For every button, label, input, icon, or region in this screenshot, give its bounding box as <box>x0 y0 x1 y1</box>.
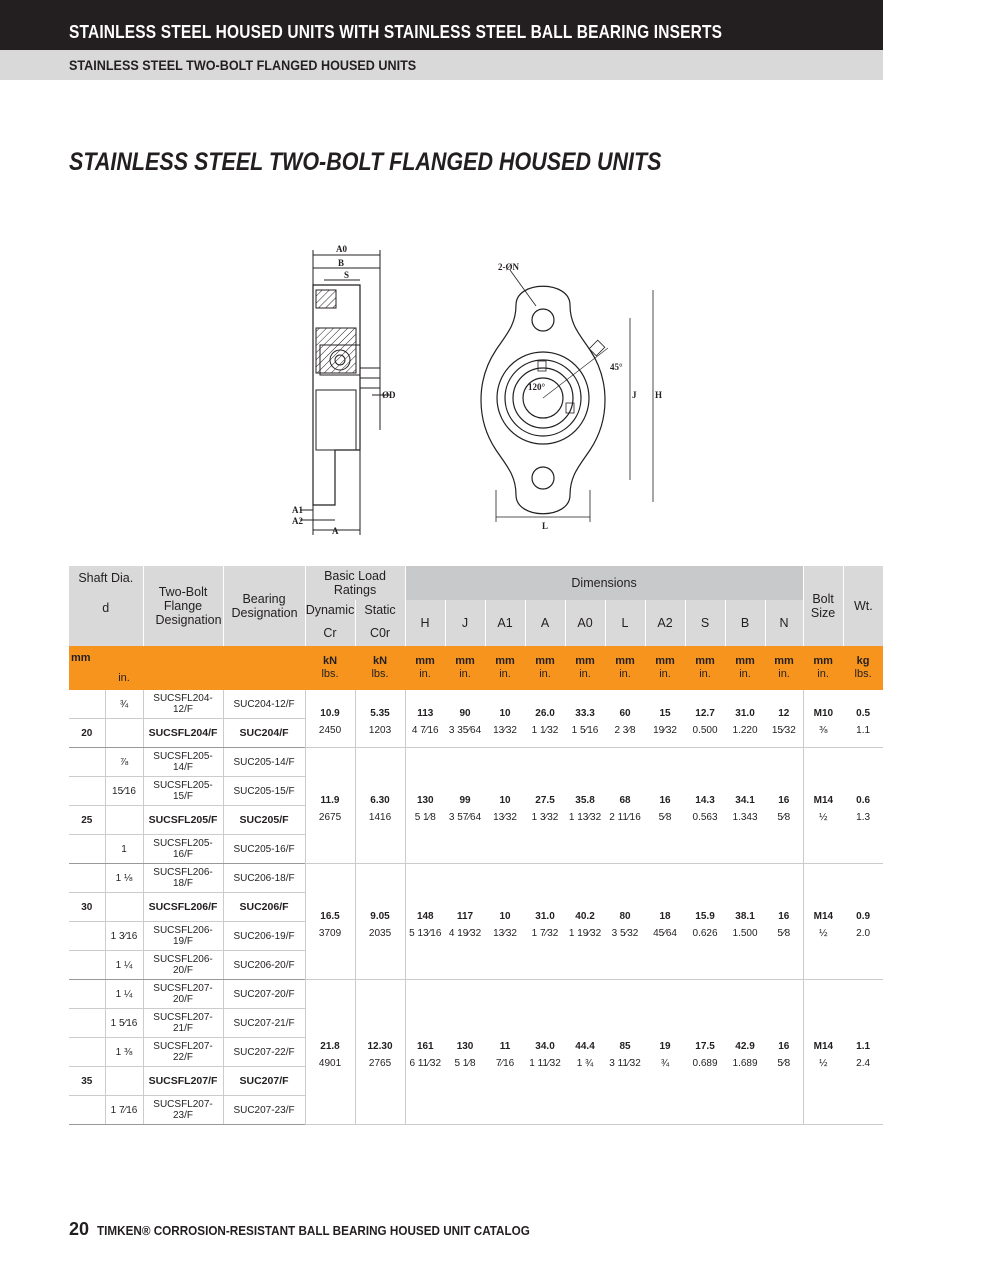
cell-weight: 0.5 1.1 <box>843 690 883 748</box>
cell-dim-s: 14.3 0.563 <box>685 748 725 864</box>
label-s: S <box>344 270 350 280</box>
cell-static: 9.05 2035 <box>355 864 405 980</box>
cell-shaft-in: 1 3⁄16 <box>105 922 143 951</box>
cell-flange: SUCSFL205-15/F <box>143 777 223 806</box>
header-bar <box>0 0 883 50</box>
cell-dim-h: 148 5 13⁄16 <box>405 864 445 980</box>
cell-dim-a: 26.0 1 1⁄32 <box>525 690 565 748</box>
col-h: H <box>405 600 445 646</box>
cell-shaft-in: 1 7⁄16 <box>105 1096 143 1125</box>
unit-mm: mm <box>69 646 105 690</box>
cell-dim-s: 15.9 0.626 <box>685 864 725 980</box>
cell-flange: SUCSFL207/F <box>143 1067 223 1096</box>
col-cr: Cr <box>305 620 355 646</box>
cell-dim-a: 27.5 1 3⁄32 <box>525 748 565 864</box>
col-flange: Two-Bolt Flange Designation <box>143 566 223 646</box>
cell-flange: SUCSFL204/F <box>143 719 223 748</box>
label-2n: 2-ØN <box>498 262 519 272</box>
unit-in: in. <box>105 646 143 690</box>
cell-dynamic: 21.8 4901 <box>305 980 355 1125</box>
cell-flange: SUCSFL205-14/F <box>143 748 223 777</box>
cell-shaft-mm <box>69 748 105 777</box>
col-j: J <box>445 600 485 646</box>
cell-shaft-mm <box>69 864 105 893</box>
label-120: 120° <box>528 382 546 392</box>
cell-shaft-mm <box>69 1038 105 1067</box>
cell-bolt: M14 ½ <box>803 864 843 980</box>
cell-dim-j: 117 4 19⁄32 <box>445 864 485 980</box>
col-s: S <box>685 600 725 646</box>
cell-bolt: M10 ⅜ <box>803 690 843 748</box>
header-title: STAINLESS STEEL HOUSED UNITS WITH STAINLESS STEEL BALL BEARING INSERTS <box>69 22 723 42</box>
cell-dim-a0: 44.4 1 ¾ <box>565 980 605 1125</box>
col-dynamic: Dynamic <box>305 600 355 620</box>
cell-dim-a0: 40.2 1 19⁄32 <box>565 864 605 980</box>
cell-bearing: SUC207-22/F <box>223 1038 305 1067</box>
cell-static: 12.30 2765 <box>355 980 405 1125</box>
cell-flange: SUCSFL206-19/F <box>143 922 223 951</box>
cell-weight: 0.9 2.0 <box>843 864 883 980</box>
table-row <box>69 690 883 719</box>
cell-shaft-in <box>105 806 143 835</box>
cell-weight: 0.6 1.3 <box>843 748 883 864</box>
cell-shaft-mm <box>69 835 105 864</box>
cell-bearing: SUC206-20/F <box>223 951 305 980</box>
cell-bearing: SUC207-20/F <box>223 980 305 1009</box>
label-a0: A0 <box>336 244 347 254</box>
cell-dim-a1: 11 7⁄16 <box>485 980 525 1125</box>
units-row: mm in. kN lbs. kN lbs. mm in. mm in. mm in. mm in. mm in. mm in. mm in. mm in. mm in. mm in. mm in. kg lbs. <box>69 646 883 690</box>
cell-dim-a1: 10 13⁄32 <box>485 864 525 980</box>
cell-bearing: SUC206-19/F <box>223 922 305 951</box>
catalog-name: TIMKEN® CORROSION-RESISTANT BALL BEARING HOUSED UNIT CATALOG <box>97 1223 531 1238</box>
cell-bearing: SUC205/F <box>223 806 305 835</box>
cell-flange: SUCSFL205/F <box>143 806 223 835</box>
cell-shaft-mm <box>69 1096 105 1125</box>
col-a1: A1 <box>485 600 525 646</box>
table-row <box>69 980 883 1009</box>
cell-dim-n: 16 5⁄8 <box>765 864 803 980</box>
cell-shaft-in: ⅞ <box>105 748 143 777</box>
cell-dim-a2: 15 19⁄32 <box>645 690 685 748</box>
cell-bearing: SUC205-16/F <box>223 835 305 864</box>
cell-bolt: M14 ½ <box>803 748 843 864</box>
cell-static: 6.30 1416 <box>355 748 405 864</box>
label-a2: A2 <box>292 516 303 526</box>
cell-shaft-mm <box>69 690 105 719</box>
cell-dynamic: 10.9 2450 <box>305 690 355 748</box>
cell-flange: SUCSFL206/F <box>143 893 223 922</box>
cell-shaft-mm <box>69 951 105 980</box>
cell-dim-a2: 19 ¾ <box>645 980 685 1125</box>
cell-dim-s: 17.5 0.689 <box>685 980 725 1125</box>
front-view <box>481 270 653 522</box>
technical-drawing <box>280 240 680 540</box>
cell-dim-j: 130 5 1⁄8 <box>445 980 485 1125</box>
cell-dim-l: 85 3 11⁄32 <box>605 980 645 1125</box>
cell-dim-a: 34.0 1 11⁄32 <box>525 980 565 1125</box>
cell-shaft-in: 1 <box>105 835 143 864</box>
cell-bearing: SUC207-23/F <box>223 1096 305 1125</box>
cell-shaft-mm: 35 <box>69 1067 105 1096</box>
cell-shaft-in: 1 ¼ <box>105 980 143 1009</box>
specifications-table <box>69 566 883 1125</box>
cell-shaft-in: 1 ⅜ <box>105 1038 143 1067</box>
side-view <box>300 250 390 535</box>
cell-dim-s: 12.7 0.500 <box>685 690 725 748</box>
cell-flange: SUCSFL205-16/F <box>143 835 223 864</box>
table-row <box>69 748 883 777</box>
cell-bearing: SUC204/F <box>223 719 305 748</box>
subheader-bar <box>0 50 883 80</box>
cell-dim-a1: 10 13⁄32 <box>485 690 525 748</box>
cell-flange: SUCSFL207-22/F <box>143 1038 223 1067</box>
page-footer <box>69 1219 578 1240</box>
cell-bolt: M14 ½ <box>803 980 843 1125</box>
cell-dim-b: 42.9 1.689 <box>725 980 765 1125</box>
header-subtitle: STAINLESS STEEL TWO-BOLT FLANGED HOUSED UNITS <box>69 57 417 73</box>
label-a1: A1 <box>292 505 303 515</box>
unit-kn-lbs-static: kN lbs. <box>355 646 405 690</box>
cell-shaft-in <box>105 893 143 922</box>
cell-dim-a2: 16 5⁄8 <box>645 748 685 864</box>
cell-bearing: SUC206/F <box>223 893 305 922</box>
cell-flange: SUCSFL204-12/F <box>143 690 223 719</box>
col-static: Static <box>355 600 405 620</box>
col-a0: A0 <box>565 600 605 646</box>
cell-dim-n: 16 5⁄8 <box>765 980 803 1125</box>
cell-dim-n: 16 5⁄8 <box>765 748 803 864</box>
cell-bearing: SUC204-12/F <box>223 690 305 719</box>
cell-dim-a1: 10 13⁄32 <box>485 748 525 864</box>
col-weight: Wt. <box>843 566 883 646</box>
cell-shaft-in <box>105 719 143 748</box>
col-dimensions: Dimensions <box>405 566 803 600</box>
cell-shaft-in: 1 5⁄16 <box>105 1009 143 1038</box>
cell-dim-a2: 18 45⁄64 <box>645 864 685 980</box>
cell-dim-b: 34.1 1.343 <box>725 748 765 864</box>
col-b: B <box>725 600 765 646</box>
label-45: 45° <box>610 362 623 372</box>
cell-dim-b: 31.0 1.220 <box>725 690 765 748</box>
cell-shaft-in: 15⁄16 <box>105 777 143 806</box>
cell-bearing: SUC205-14/F <box>223 748 305 777</box>
col-n: N <box>765 600 803 646</box>
cell-shaft-mm <box>69 922 105 951</box>
cell-shaft-mm <box>69 980 105 1009</box>
cell-flange: SUCSFL206-20/F <box>143 951 223 980</box>
col-l: L <box>605 600 645 646</box>
cell-flange: SUCSFL206-18/F <box>143 864 223 893</box>
label-j: J <box>632 390 637 400</box>
cell-flange: SUCSFL207-20/F <box>143 980 223 1009</box>
col-bearing: Bearing Designation <box>223 566 305 646</box>
cell-bearing: SUC207/F <box>223 1067 305 1096</box>
cell-dim-a: 31.0 1 7⁄32 <box>525 864 565 980</box>
cell-bearing: SUC207-21/F <box>223 1009 305 1038</box>
table-row <box>69 864 883 893</box>
cell-shaft-mm <box>69 777 105 806</box>
col-load-ratings: Basic Load Ratings <box>305 566 405 600</box>
cell-bearing: SUC205-15/F <box>223 777 305 806</box>
cell-shaft-in: 1 ¼ <box>105 951 143 980</box>
cell-dim-l: 60 2 3⁄8 <box>605 690 645 748</box>
unit-kn-lbs: kN lbs. <box>305 646 355 690</box>
cell-dim-n: 12 15⁄32 <box>765 690 803 748</box>
cell-dim-a0: 33.3 1 5⁄16 <box>565 690 605 748</box>
cell-shaft-in: ¾ <box>105 690 143 719</box>
page-title: STAINLESS STEEL TWO-BOLT FLANGED HOUSED UNITS <box>69 148 662 176</box>
cell-dim-h: 161 6 11⁄32 <box>405 980 445 1125</box>
cell-dim-h: 130 5 1⁄8 <box>405 748 445 864</box>
col-shaft-dia: Shaft Dia. d <box>69 566 143 620</box>
cell-shaft-in: 1 ⅛ <box>105 864 143 893</box>
cell-dim-b: 38.1 1.500 <box>725 864 765 980</box>
cell-dynamic: 16.5 3709 <box>305 864 355 980</box>
cell-shaft-mm: 30 <box>69 893 105 922</box>
cell-flange: SUCSFL207-21/F <box>143 1009 223 1038</box>
col-bolt-size: Bolt Size <box>803 566 843 646</box>
label-a: A <box>332 526 339 536</box>
col-a2: A2 <box>645 600 685 646</box>
cell-dim-l: 80 3 5⁄32 <box>605 864 645 980</box>
cell-shaft-mm: 20 <box>69 719 105 748</box>
cell-bearing: SUC206-18/F <box>223 864 305 893</box>
cell-dim-h: 113 4 7⁄16 <box>405 690 445 748</box>
cell-dim-l: 68 2 11⁄16 <box>605 748 645 864</box>
label-od: ØD <box>382 390 396 400</box>
cell-static: 5.35 1203 <box>355 690 405 748</box>
label-b: B <box>338 258 345 268</box>
cell-shaft-in <box>105 1067 143 1096</box>
cell-dim-j: 99 3 57⁄64 <box>445 748 485 864</box>
cell-shaft-mm <box>69 1009 105 1038</box>
cell-flange: SUCSFL207-23/F <box>143 1096 223 1125</box>
cell-shaft-mm: 25 <box>69 806 105 835</box>
col-c0r: C0r <box>355 620 405 646</box>
label-h: H <box>655 390 663 400</box>
label-l: L <box>542 521 549 531</box>
col-a: A <box>525 600 565 646</box>
cell-dim-a0: 35.8 1 13⁄32 <box>565 748 605 864</box>
page-number: 20 <box>69 1219 90 1239</box>
cell-dim-j: 90 3 35⁄64 <box>445 690 485 748</box>
cell-dynamic: 11.9 2675 <box>305 748 355 864</box>
cell-weight: 1.1 2.4 <box>843 980 883 1125</box>
